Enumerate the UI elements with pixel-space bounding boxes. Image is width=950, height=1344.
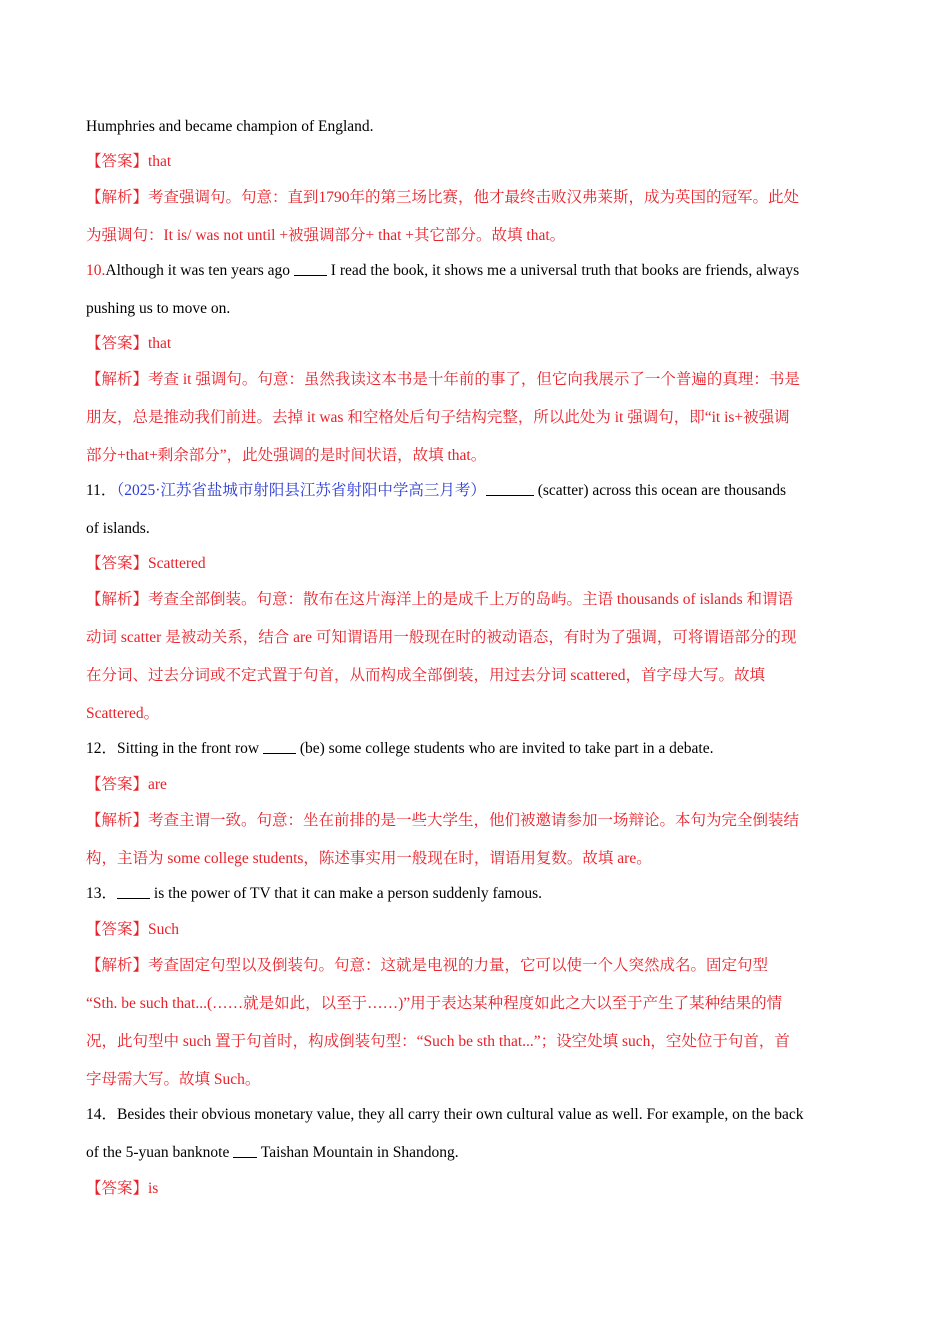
q14-stem-2a: of the 5-yuan banknote — [86, 1144, 234, 1161]
q11-analysis-line-2: 动词 scatter 是被动关系，结合 are 可知谓语用一般现在时的被动语态，有时为了强调，可将谓语部分的现 — [86, 629, 797, 646]
q14-number: 14． — [86, 1106, 118, 1123]
q14-stem-1: Besides their obvious monetary value, they all carry their own cultural value as well. For example, on the back — [117, 1106, 804, 1123]
q9-analysis-line-1: 【解析】考查强调句。句意：直到1790年的第三场比赛，他才最终击败汉弗莱斯，成为英国的冠军。此处 — [86, 189, 800, 206]
q13-blank — [117, 883, 150, 899]
q10-number: 10. — [86, 262, 106, 279]
q11-answer: 【答案】Scattered — [86, 555, 206, 572]
q13-analysis-line-4: 字母需大写。故填 Such。 — [86, 1071, 261, 1088]
q10-answer: 【答案】that — [86, 335, 172, 352]
q11-number: 11． — [86, 482, 117, 499]
q11-stem-b: (scatter) across this ocean are thousands — [533, 482, 787, 499]
q10-blank — [294, 260, 327, 276]
q10-analysis-line-1: 【解析】考查 it 强调句。句意：虽然我读这本书是十年前的事了，但它向我展示了一个普遍的真理：书是 — [86, 371, 800, 388]
q12-analysis-line-1: 【解析】考查主谓一致。句意：坐在前排的是一些大学生，他们被邀请参加一场辩论。本句为完全倒装结 — [86, 812, 800, 829]
q11-source: （2025·江苏省盐城市射阳县江苏省射阳中学高三月考） — [116, 482, 486, 499]
q13-stem — [86, 883, 876, 905]
q12-blank — [263, 738, 296, 754]
q11-stem-line-2: of islands. — [86, 520, 150, 537]
q13-stem-b: is the power of TV that it can make a person suddenly famous. — [150, 885, 543, 902]
q14-blank — [233, 1142, 257, 1158]
q10-stem-a: Although it was ten years ago — [105, 262, 294, 279]
q9-analysis-line-2: 为强调句：It is/ was not until +被强调部分+ that +其它部分。故填 that。 — [86, 227, 566, 244]
q10-analysis-line-2: 朋友，总是推动我们前进。去掉 it was 和空格处后句子结构完整，所以此处为 it 强调句，即“it is+被强调 — [86, 409, 790, 426]
q11-stem-line-1 — [86, 480, 876, 502]
q14-stem-2b: Taishan Mountain in Shandong. — [257, 1144, 459, 1161]
q12-analysis-line-2: 构，主语为 some college students，陈述事实用一般现在时，谓语用复数。故填 are。 — [86, 850, 652, 867]
q13-answer: 【答案】Such — [86, 921, 180, 938]
q10-analysis-line-3: 部分+that+剩余部分”，此处强调的是时间状语，故填 that。 — [86, 447, 487, 464]
q11-blank — [486, 480, 534, 496]
q9-answer: 【答案】that — [86, 153, 172, 170]
q12-number: 12． — [86, 740, 118, 757]
q12-stem-b: (be) some college students who are invited to take part in a debate. — [295, 740, 714, 757]
q11-analysis-line-4: Scattered。 — [86, 705, 160, 722]
q13-analysis-line-2: “Sth. be such that...(……就是如此，以至于……)”用于表达某种程度如此之大以至于产生了某种结果的情 — [86, 995, 783, 1012]
q12-stem — [86, 738, 876, 760]
q12-answer: 【答案】are — [86, 776, 167, 793]
q10-stem-b: I read the book, it shows me a universal truth that books are friends, always — [326, 262, 800, 279]
q13-analysis-line-3: 况，此句型中 such 置于句首时，构成倒装句型：“Such be sth that...”；设空处填 such，空处位于句首，首 — [86, 1033, 790, 1050]
q11-analysis-line-3: 在分词、过去分词或不定式置于句首，从而构成全部倒装，用过去分词 scattered，首字母大写。故填 — [86, 667, 765, 684]
q14-stem-line-2 — [86, 1142, 876, 1164]
q13-analysis-line-1: 【解析】考查固定句型以及倒装句。句意：这就是电视的力量，它可以使一个人突然成名。固定句型 — [86, 957, 769, 974]
q10-stem-line-1 — [86, 260, 876, 282]
q13-number: 13． — [86, 885, 118, 902]
q10-stem-line-2: pushing us to move on. — [86, 300, 231, 317]
q14-answer: 【答案】is — [86, 1180, 159, 1197]
q11-analysis-line-1: 【解析】考查全部倒装。句意：散布在这片海洋上的是成千上万的岛屿。主语 thousands of islands 和谓语 — [86, 591, 793, 608]
q9-stem-continuation: Humphries and became champion of England. — [86, 118, 374, 135]
q14-stem-line-1 — [86, 1104, 876, 1126]
q12-stem-a: Sitting in the front row — [117, 740, 263, 757]
